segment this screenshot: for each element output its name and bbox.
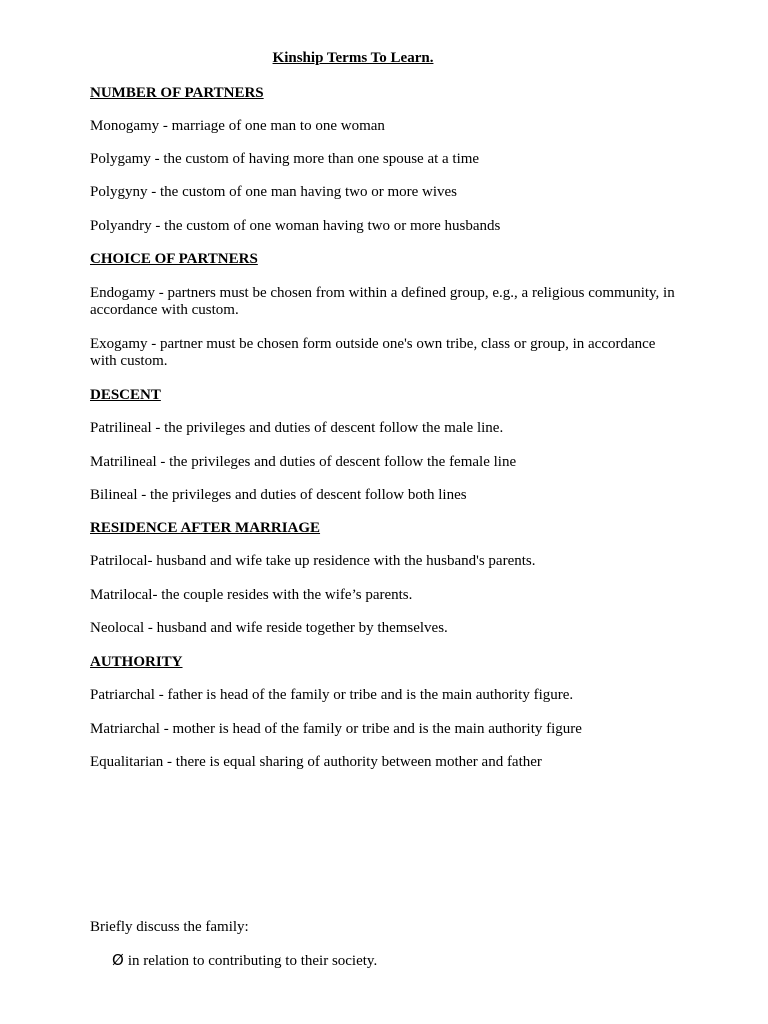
term-polygamy: Polygamy - the custom of having more than one spouse at a time bbox=[90, 151, 480, 167]
bullet-symbol: Ø bbox=[112, 951, 124, 969]
heading-descent: DESCENT bbox=[90, 387, 161, 403]
discussion-bullet bbox=[112, 952, 672, 970]
term-matriarchal: Matriarchal - mother is head of the family or tribe and is the main authority figure bbox=[90, 721, 582, 737]
term-equalitarian: Equalitarian - there is equal sharing of authority between mother and father bbox=[90, 754, 542, 770]
term-endogamy: Endogamy - partners must be chosen from within a defined group, e.g., a religious community, in accordance with custom. bbox=[90, 285, 675, 318]
heading-residence-after-marriage: RESIDENCE AFTER MARRIAGE bbox=[90, 520, 321, 536]
heading-choice-of-partners: CHOICE OF PARTNERS bbox=[90, 251, 258, 267]
term-polygyny: Polygyny - the custom of one man having two or more wives bbox=[90, 184, 458, 200]
heading-number-of-partners: NUMBER OF PARTNERS bbox=[90, 85, 264, 101]
term-polyandry: Polyandry - the custom of one woman having two or more husbands bbox=[90, 218, 501, 234]
term-exogamy: Exogamy - partner must be chosen form outside one's own tribe, class or group, in accordance with custom. bbox=[90, 336, 656, 369]
discussion-prompt: Briefly discuss the family: bbox=[90, 919, 249, 935]
term-neolocal: Neolocal - husband and wife reside together by themselves. bbox=[90, 620, 448, 636]
term-bilineal: Bilineal - the privileges and duties of descent follow both lines bbox=[90, 487, 467, 503]
term-matrilocal: Matrilocal- the couple resides with the wife’s parents. bbox=[90, 587, 413, 603]
term-patriarchal: Patriarchal - father is head of the family or tribe and is the main authority figure. bbox=[90, 687, 574, 703]
term-monogamy: Monogamy - marriage of one man to one woman bbox=[90, 118, 385, 134]
discussion-bullet-text: in relation to contributing to their society. bbox=[127, 953, 378, 969]
heading-authority: AUTHORITY bbox=[90, 654, 183, 670]
term-patrilocal: Patrilocal- husband and wife take up residence with the husband's parents. bbox=[90, 553, 536, 569]
term-matrilineal: Matrilineal - the privileges and duties of descent follow the female line bbox=[90, 454, 517, 470]
page-title: Kinship Terms To Learn. bbox=[272, 50, 434, 66]
term-patrilineal: Patrilineal - the privileges and duties of descent follow the male line. bbox=[90, 420, 504, 436]
